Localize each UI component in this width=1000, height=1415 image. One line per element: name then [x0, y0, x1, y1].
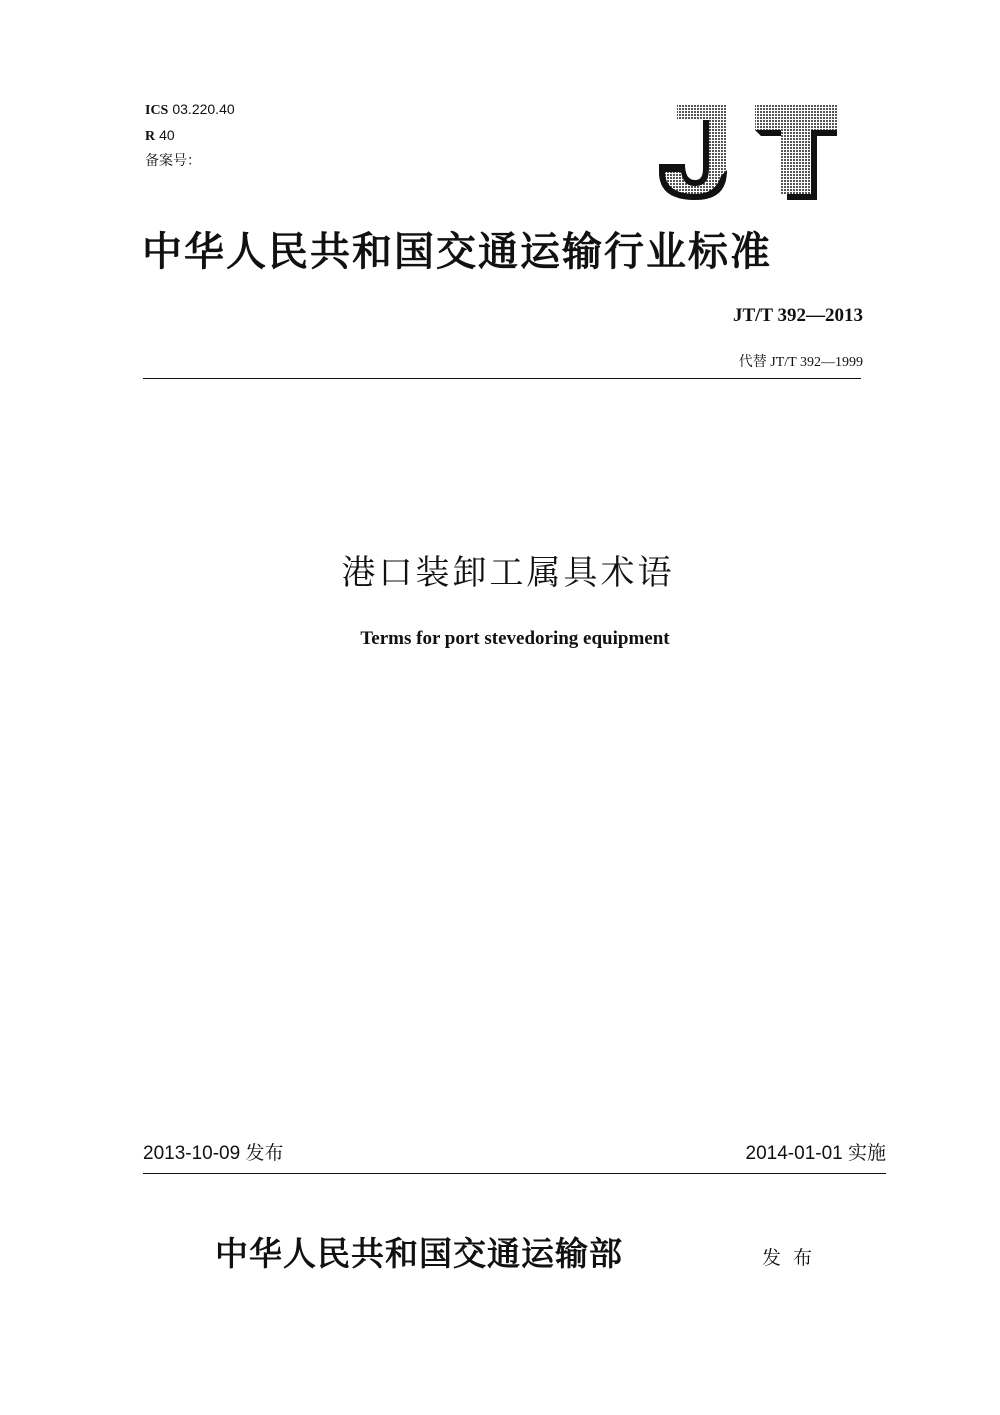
ics-value: 03.220.40 [172, 101, 235, 117]
replaced-standard: 代替 JT/T 392—1999 [738, 355, 863, 370]
standard-category-title: 中华人民共和国交通运输行业标准 [142, 228, 772, 275]
header-divider [143, 378, 861, 379]
jt-logo-text: JT [655, 102, 656, 103]
publisher-name: 中华人民共和国交通运输部 [215, 1234, 623, 1273]
class-label: R [145, 129, 156, 144]
record-number-label: 备案号： [145, 153, 201, 169]
document-title-en: Terms for port stevedoring equipment [360, 628, 670, 649]
class-value: 40 [159, 127, 175, 143]
classification-block [145, 97, 235, 173]
jt-logo [655, 102, 845, 202]
footer-divider [143, 1173, 886, 1174]
implementation-date: 2014-01-01 实施 [745, 1143, 886, 1164]
publish-label: 发布 [762, 1247, 825, 1269]
ics-line [145, 97, 235, 123]
ics-label: ICS [145, 103, 169, 118]
class-line [145, 123, 235, 149]
standard-number: JT/T 392—2013 [732, 305, 863, 326]
document-title-cn: 港口装卸工属具术语 [341, 553, 675, 593]
issue-date: 2013-10-09 发布 [143, 1143, 284, 1164]
